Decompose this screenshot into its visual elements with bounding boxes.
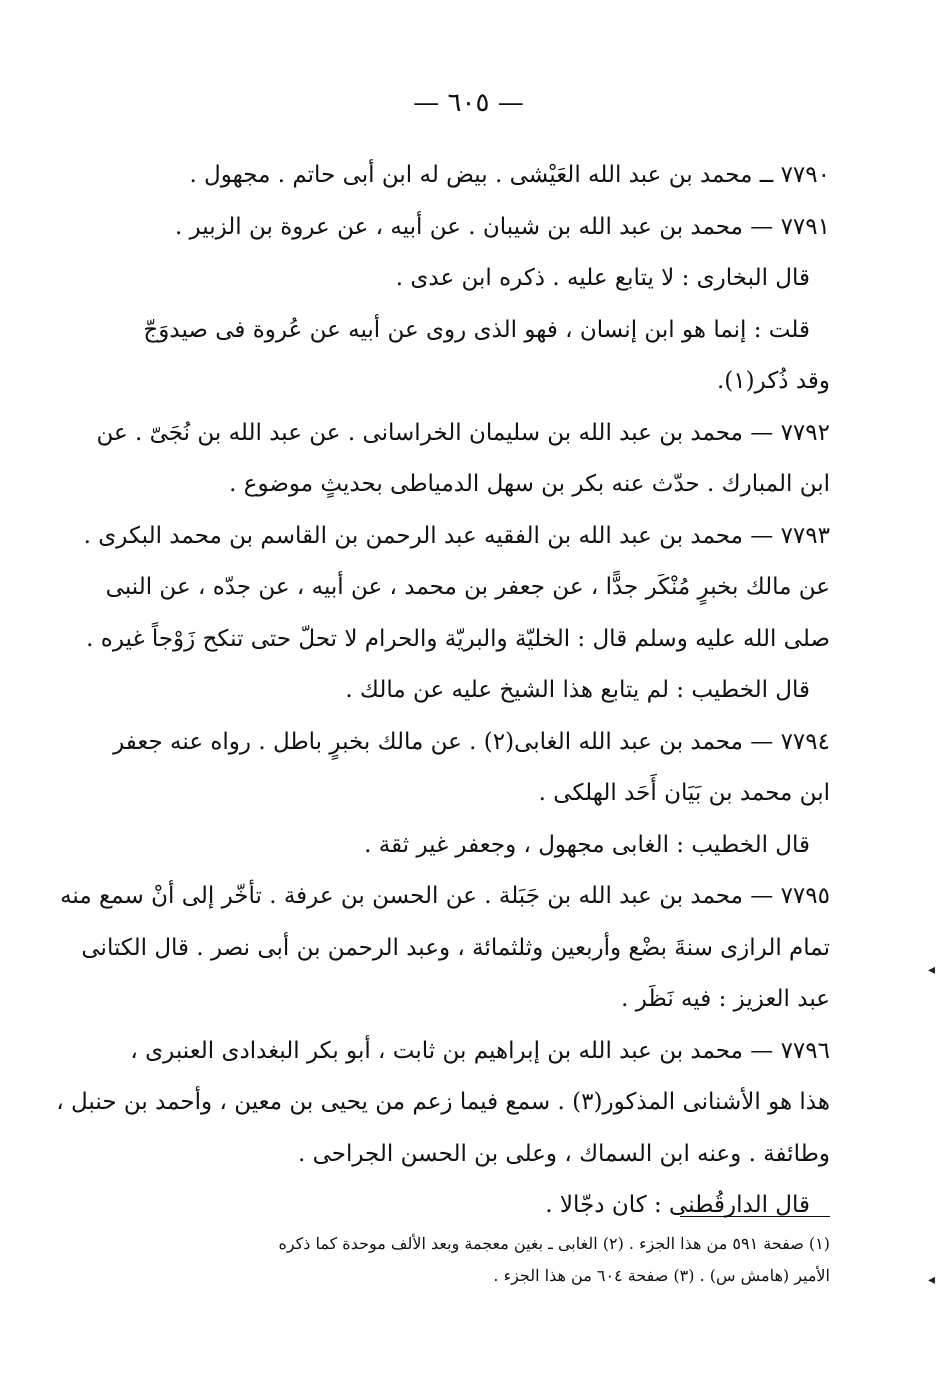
text-line: قال البخارى : لا يتابع عليه . ذكره ابن عدى .	[395, 265, 810, 291]
footnote-separator	[680, 1216, 830, 1217]
text-line: ٧٧٩٢ — محمد بن عبد الله بن سليمان الخراسانى . عن عبد الله بن نُجَىّ . عن	[96, 419, 830, 446]
text-line: ٧٧٩٠ ــ محمد بن عبد الله العَيْشى . بيض له ابن أبى حاتم . مجهول .	[189, 162, 830, 188]
page-number: — ٦٠٥ —	[413, 88, 524, 118]
text-line: عن مالك بخبرٍ مُنْكَر جدًّا ، عن جعفر بن محمد ، عن أبيه ، عن جدّه ، عن النبى	[105, 574, 830, 600]
text-line: ٧٧٩٤ — محمد بن عبد الله الغابى(٢) . عن مالك بخبرٍ باطل . رواه عنه جعفر	[113, 728, 830, 755]
text-line: قلت : إنما هو ابن إنسان ، فهو الذى روى عن أبيه عن عُروة فى صيدوَجّ	[143, 316, 810, 343]
text-line: ٧٧٩٥ — محمد بن عبد الله بن جَبَلة . عن الحسن بن عرفة . تأخّر إلى أنْ سمع منه	[60, 883, 830, 909]
margin-mark: ◂	[928, 962, 936, 978]
footnote-line: (١) صفحة ٥٩١ من هذا الجزء . (٢) الغابى ـ بغين معجمة وبعد الألف موحدة كما ذكره	[278, 1234, 830, 1253]
text-line: قال الخطيب : لم يتابع هذا الشيخ عليه عن مالك .	[345, 677, 810, 703]
footnote-line: الأمير (هامش س) . (٣) صفحة ٦٠٤ من هذا الجزء .	[493, 1266, 830, 1285]
main-text	[56, 150, 830, 1232]
text-line: صلى الله عليه وسلم قال : الخليّة والبريّة والحرام لا تحلّ حتى تنكح زَوْجاً غيره .	[86, 625, 830, 652]
margin-mark: ◂	[928, 1272, 936, 1288]
text-line: ابن محمد بن بَيَان أَحَد الهلكى .	[538, 780, 830, 806]
text-line: تمام الرازى سنةَ بضْع وأربعين وثلثمائة ، وعبد الرحمن بن أبى نصر . قال الكتانى	[81, 934, 830, 961]
text-line: قال الدارقُطنى : كان دجّالا .	[545, 1192, 810, 1218]
text-line: هذا هو الأشنانى المذكور(٣) . سمع فيما زعم من يحيى بن معين ، وأحمد بن حنبل ،	[56, 1089, 830, 1115]
text-line: ٧٧٩٦ — محمد بن عبد الله بن إبراهيم بن ثابت ، أبو بكر البغدادى العنبرى ،	[130, 1037, 830, 1064]
text-line: عبد العزيز : فيه نَظَر .	[621, 986, 830, 1012]
text-line: ابن المبارك . حدّث عنه بكر بن سهل الدمياطى بحديثٍ موضوع .	[229, 471, 830, 497]
text-line: وطائفة . وعنه ابن السماك ، وعلى بن الحسن الجراحى .	[297, 1140, 830, 1167]
text-line: ٧٧٩١ — محمد بن عبد الله بن شيبان . عن أبيه ، عن عروة بن الزبير .	[174, 213, 830, 240]
footnotes	[160, 1228, 830, 1292]
text-line: قال الخطيب : الغابى مجهول ، وجعفر غير ثقة .	[364, 831, 810, 858]
text-line: ٧٧٩٣ — محمد بن عبد الله بن الفقيه عبد الرحمن بن القاسم بن محمد البكرى .	[83, 522, 830, 549]
text-line: وقد ذُكر(١).	[717, 368, 830, 394]
